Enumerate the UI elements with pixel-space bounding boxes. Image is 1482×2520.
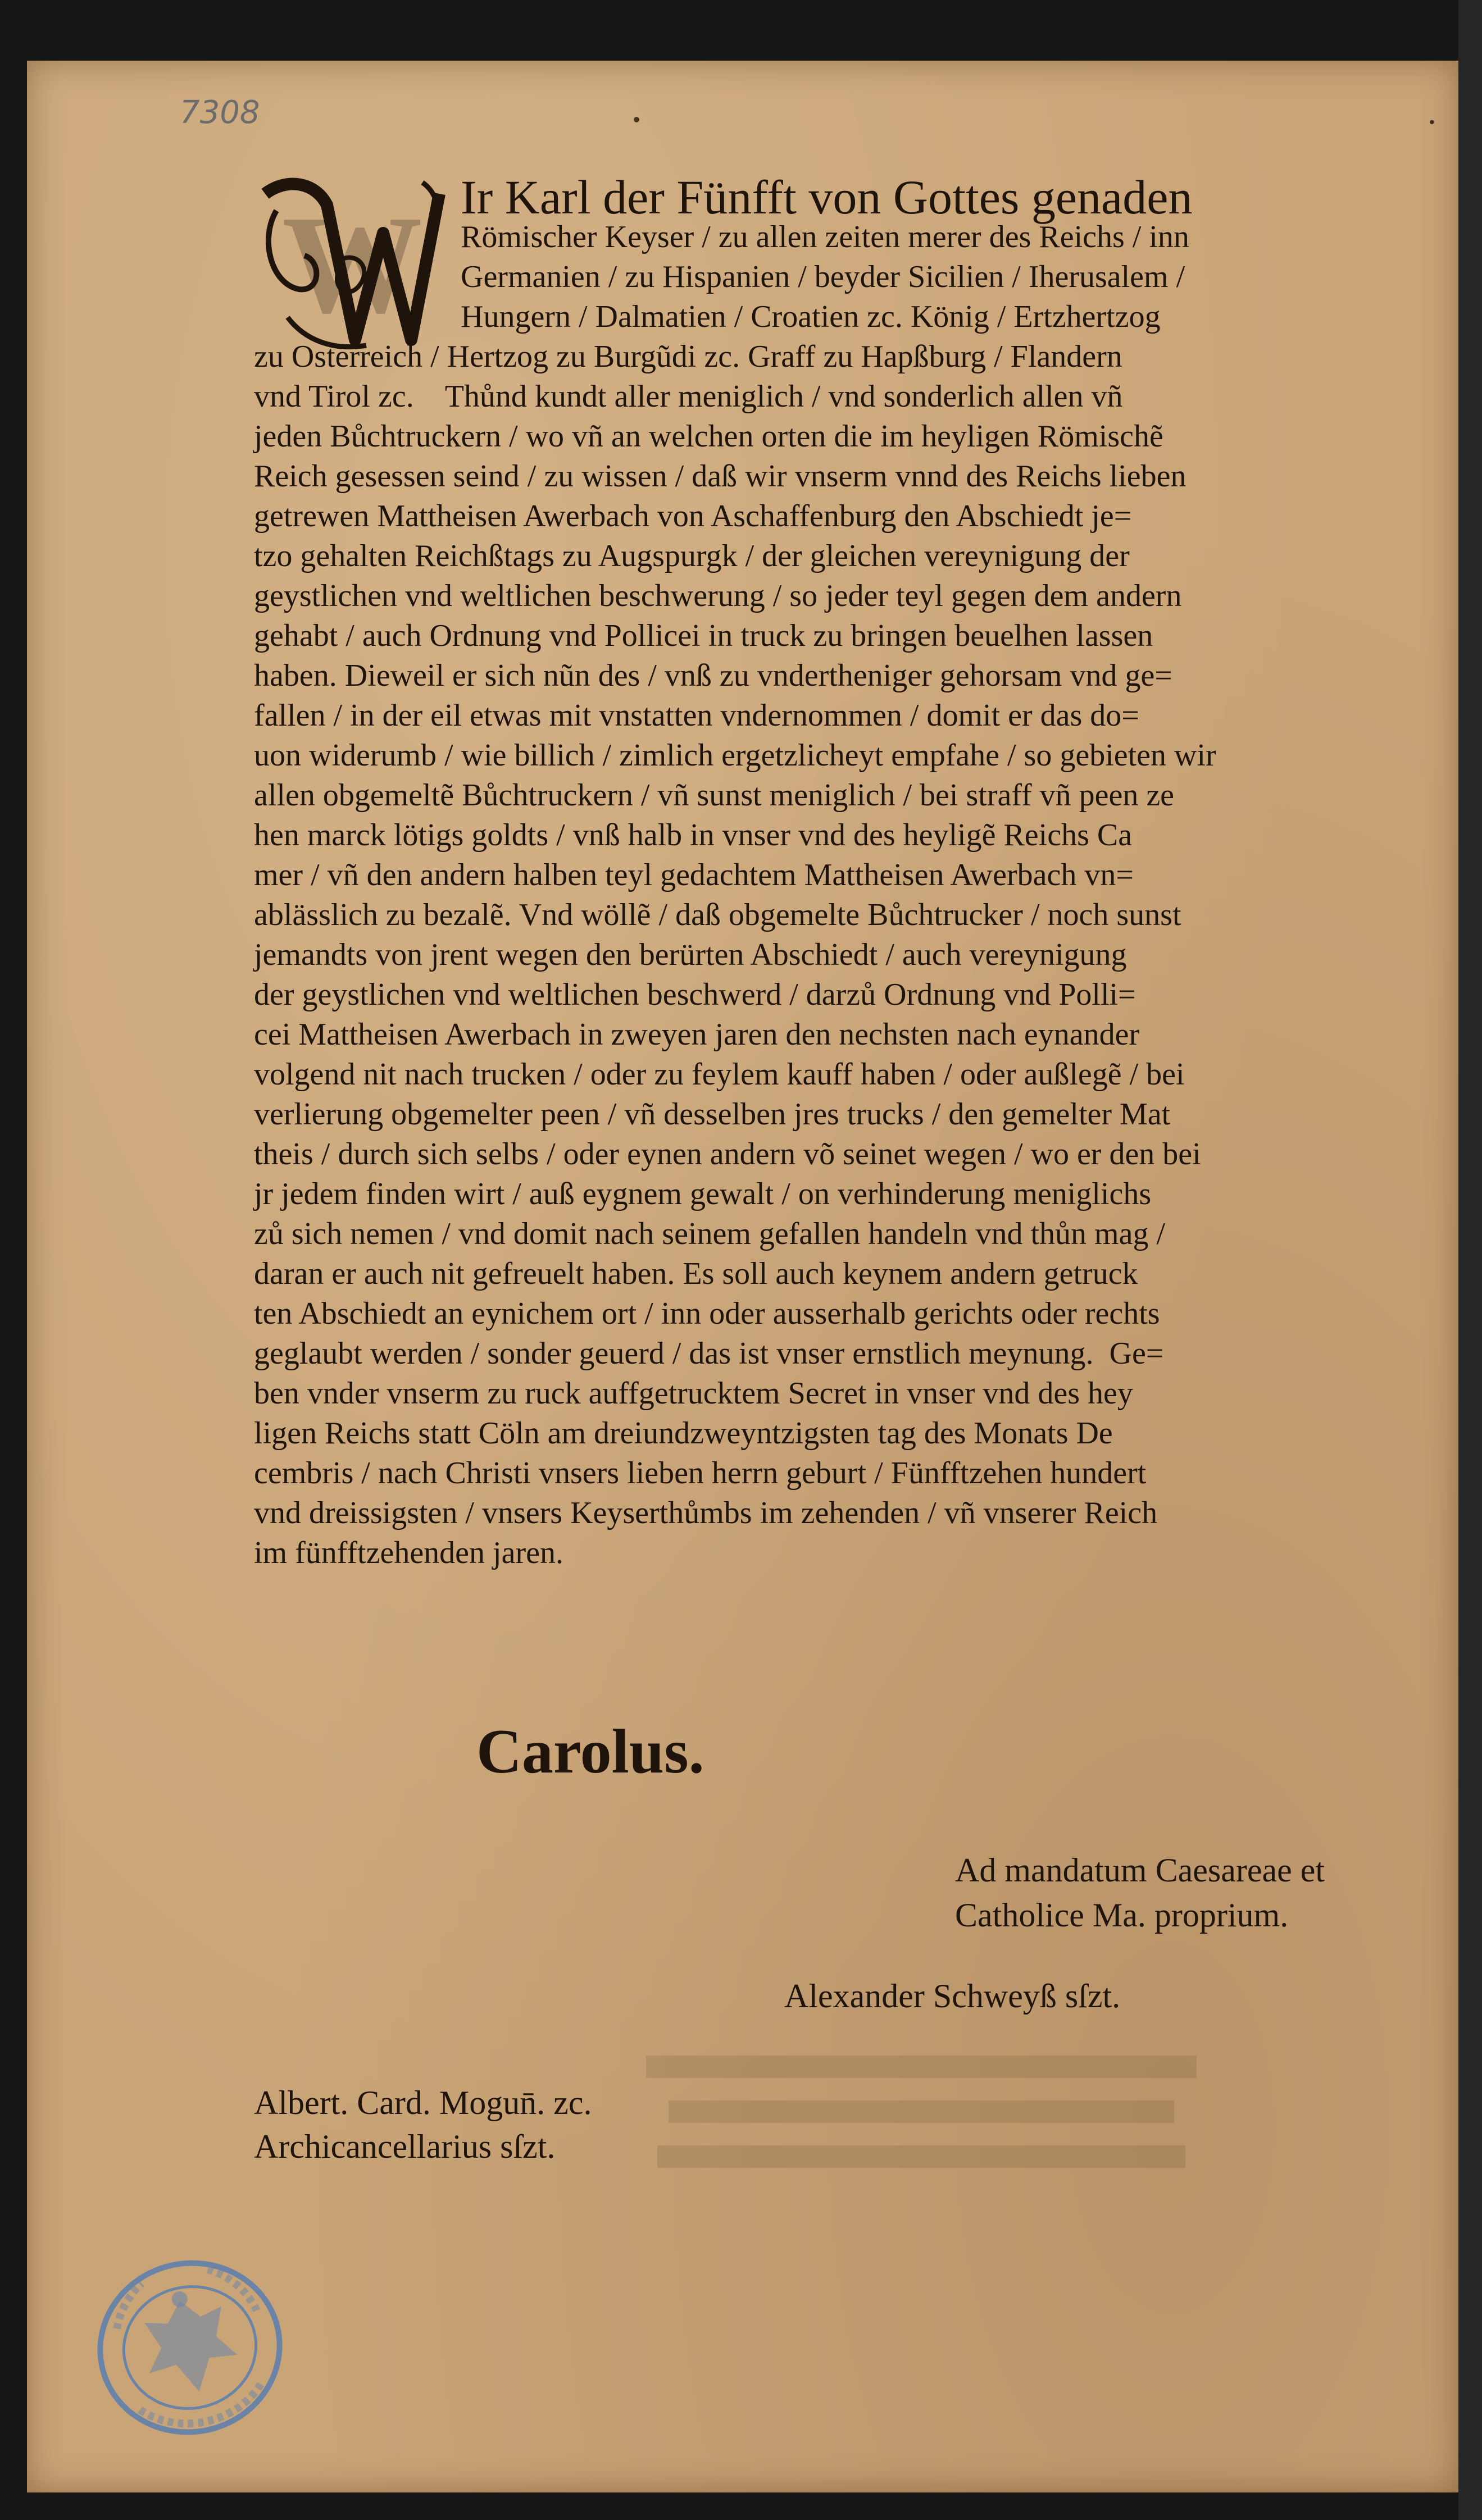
text-line: ablässlich zu bezalẽ. Vnd wöllẽ / daß obgemelte Bůchtrucker / noch sunst xyxy=(254,897,1181,932)
text-line: im fünfftzehenden jaren. xyxy=(254,1535,563,1570)
text-line: gehabt / auch Ordnung vnd Pollicei in truck zu bringen beuelhen lassen xyxy=(254,618,1153,653)
text-line: hen marck lötigs goldts / vnß halb in vnser vnd des heyligẽ Reichs Ca xyxy=(254,818,1133,853)
ink-dot xyxy=(634,117,639,122)
text-line: Hungern / Dalmatien / Croatien zc. König / Ertzhertzog xyxy=(461,299,1161,334)
mandatum-line: Ad mandatum Caesareae et xyxy=(955,1852,1325,1889)
text-line: uon widerumb / wie billich / zimlich ergetzlicheyt empfahe / so gebieten wir xyxy=(254,738,1216,773)
text-line: tzo gehalten Reichßtags zu Augspurgk / der gleichen vereynigung der xyxy=(254,539,1130,573)
text-line: der geystlichen vnd weltlichen beschwerd / darzů Ordnung vnd Polli= xyxy=(254,977,1136,1012)
chancellor-line: Albert. Card. Mogun̄. zc. xyxy=(254,2084,592,2121)
decree-text xyxy=(254,170,1439,1573)
text-line: theis / durch sich selbs / oder eynen andern võ seinet wegen / wo er den bei xyxy=(254,1137,1201,1172)
text-line: geystlichen vnd weltlichen beschwerung / so jeder teyl gegen dem andern xyxy=(254,578,1182,613)
text-line: zů sich nemen / vnd domit nach seinem gefallen handeln vnd thůn mag / xyxy=(254,1216,1166,1251)
text-line: ben vnder vnserm zu ruck auffgetrucktem Secret in vnser vnd des hey xyxy=(254,1376,1133,1411)
text-line: vnd dreissigsten / vnsers Keyserthůmbs im zehenden / vñ vnserer Reich xyxy=(254,1496,1158,1530)
text-line: jr jedem finden wirt / auß eygnem gewalt / on verhinderung meniglichs xyxy=(254,1177,1152,1211)
text-line: cembris / nach Christi vnsers lieben herrn geburt / Fünfftzehen hundert xyxy=(254,1456,1147,1491)
initial-letter: W xyxy=(282,187,422,343)
text-line: verlierung obgemelter peen / vñ desselben jres trucks / den gemelter Mat xyxy=(254,1097,1171,1132)
text-line: getrewen Mattheisen Awerbach von Aschaffenburg den Abschiedt je= xyxy=(254,499,1132,534)
text-line: geglaubt werden / sonder geuerd / das ist vnser ernstlich meynung. Ge= xyxy=(254,1336,1164,1371)
eagle-emblem-icon xyxy=(136,2291,243,2401)
secretary-signature: Alexander Schweyß sſzt. xyxy=(784,1977,1121,2015)
text-line: jeden Bůchtruckern / wo vñ an welchen orten die im heyligen Römischẽ xyxy=(254,419,1163,454)
text-line: cei Mattheisen Awerbach in zweyen jaren den nechsten nach eynander xyxy=(254,1017,1140,1052)
text-line: mer / vñ den andern halben teyl gedachtem Mattheisen Awerbach vn= xyxy=(254,858,1134,892)
text-line: volgend nit nach trucken / oder zu feylem kauff haben / oder außlegẽ / bei xyxy=(254,1057,1185,1092)
text-line: ligen Reichs statt Cöln am dreiundzweyntzigsten tag des Monats De xyxy=(254,1416,1113,1451)
text-line: ten Abschiedt an eynichem ort / inn oder ausserhalb gerichts oder rechts xyxy=(254,1296,1160,1331)
mandatum-line: Catholice Ma. proprium. xyxy=(955,1897,1289,1934)
library-stamp xyxy=(89,2246,291,2449)
signature-carolus: Carolus. xyxy=(476,1717,704,1787)
text-line: daran er auch nit gefreuelt haben. Es soll auch keynem andern getruck xyxy=(254,1256,1138,1291)
text-line: zu Osterreich / Hertzog zu Burgũdi zc. Graff zu Hapßburg / Flandern xyxy=(254,339,1122,374)
text-line: fallen / in der eil etwas mit vnstatten vndernommen / domit er das do= xyxy=(254,698,1139,733)
text-line: Reich gesessen seind / zu wissen / daß wir vnserm vnnd des Reichs lieben xyxy=(254,459,1186,494)
text-line: haben. Dieweil er sich nũn des / vnß zu vndertheniger gehorsam vnd ge= xyxy=(254,658,1172,693)
text-line: Germanien / zu Hispanien / beyder Sicilien / Iherusalem / xyxy=(461,259,1185,294)
text-line: Ir Karl der Fünfft von Gottes genaden xyxy=(461,170,1193,224)
scan-background-edge xyxy=(1458,0,1482,2520)
text-line: vnd Tirol zc. Thůnd kundt aller meniglich / vnd sonderlich allen vñ xyxy=(254,379,1123,414)
show-through-text xyxy=(646,2039,1208,2185)
catalog-number: 7308 xyxy=(180,94,260,131)
text-line: allen obgemeltẽ Bůchtruckern / vñ sunst meniglich / bei straff vñ peen ze xyxy=(254,778,1175,813)
corner-mark: · xyxy=(1427,104,1437,141)
text-line: Römischer Keyser / zu allen zeiten merer des Reichs / inn xyxy=(461,220,1189,254)
chancellor-block xyxy=(254,2081,592,2168)
text-line: jemandts von jrent wegen den berürten Abschiedt / auch vereynigung xyxy=(254,937,1127,972)
chancellor-line: Archicancellarius sſzt. xyxy=(254,2128,556,2165)
mandatum-block xyxy=(955,1848,1325,1938)
